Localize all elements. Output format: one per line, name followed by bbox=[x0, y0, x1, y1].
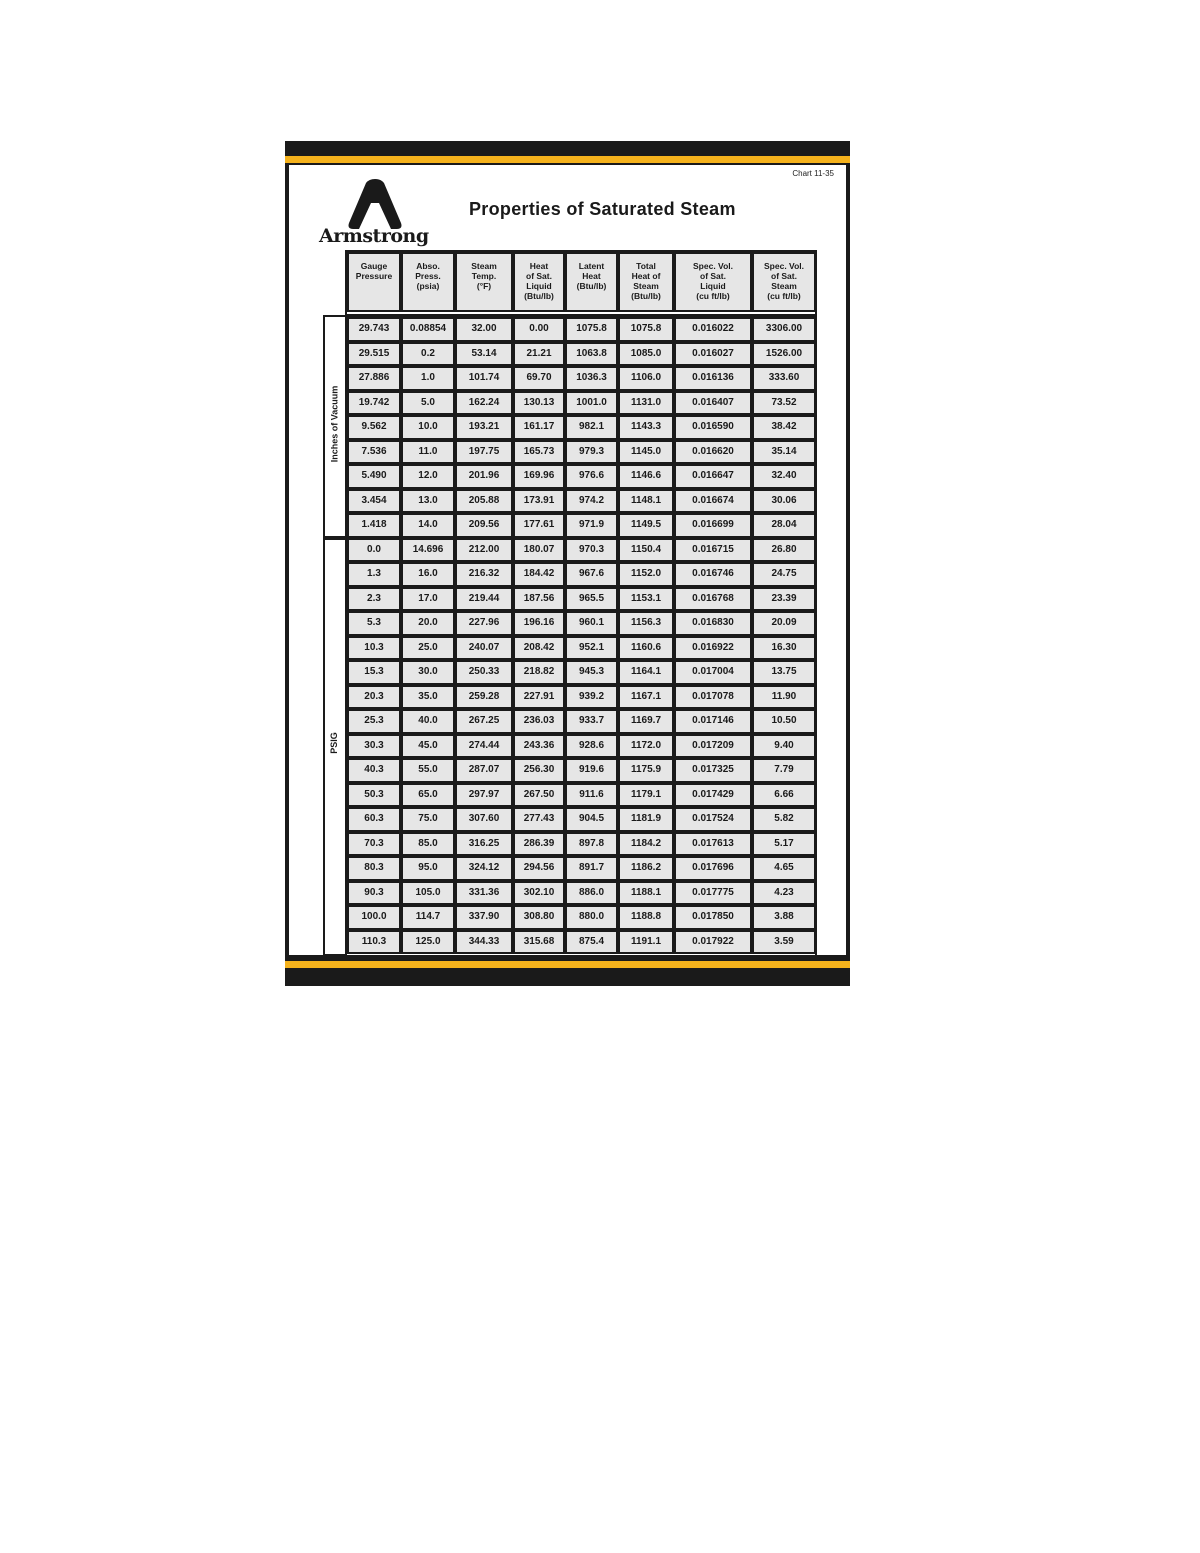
table-cell: 971.9 bbox=[565, 513, 618, 538]
table-cell: 0.017850 bbox=[674, 905, 752, 930]
table-cell: 30.3 bbox=[347, 734, 401, 759]
table-cell: 208.42 bbox=[513, 636, 565, 661]
table-row bbox=[347, 611, 816, 636]
table-cell: 20.0 bbox=[401, 611, 455, 636]
table-cell: 324.12 bbox=[455, 856, 513, 881]
table-cell: 26.80 bbox=[752, 538, 816, 563]
table-cell: 0.016699 bbox=[674, 513, 752, 538]
table-cell: 4.65 bbox=[752, 856, 816, 881]
table-cell: 29.743 bbox=[347, 317, 401, 342]
table-cell: 32.40 bbox=[752, 464, 816, 489]
column-header: Latent Heat (Btu/lb) bbox=[565, 252, 618, 312]
table-cell: 5.490 bbox=[347, 464, 401, 489]
table-cell: 331.36 bbox=[455, 881, 513, 906]
table-cell: 945.3 bbox=[565, 660, 618, 685]
table-cell: 114.7 bbox=[401, 905, 455, 930]
table-cell: 193.21 bbox=[455, 415, 513, 440]
table-body bbox=[347, 317, 816, 954]
table-cell: 45.0 bbox=[401, 734, 455, 759]
table-cell: 256.30 bbox=[513, 758, 565, 783]
logo-wordmark: Armstrong bbox=[319, 225, 429, 247]
table-cell: 904.5 bbox=[565, 807, 618, 832]
table-cell: 105.0 bbox=[401, 881, 455, 906]
bottom-accent-stripe bbox=[285, 961, 850, 968]
table-cell: 886.0 bbox=[565, 881, 618, 906]
table-cell: 32.00 bbox=[455, 317, 513, 342]
table-cell: 30.0 bbox=[401, 660, 455, 685]
table-cell: 197.75 bbox=[455, 440, 513, 465]
table-cell: 196.16 bbox=[513, 611, 565, 636]
table-cell: 212.00 bbox=[455, 538, 513, 563]
table-cell: 1156.3 bbox=[618, 611, 674, 636]
table-cell: 9.562 bbox=[347, 415, 401, 440]
table-cell: 970.3 bbox=[565, 538, 618, 563]
table-row bbox=[347, 415, 816, 440]
table-cell: 0.016674 bbox=[674, 489, 752, 514]
table-cell: 13.0 bbox=[401, 489, 455, 514]
table-row bbox=[347, 587, 816, 612]
table-cell: 1145.0 bbox=[618, 440, 674, 465]
table-row bbox=[347, 538, 816, 563]
table-cell: 65.0 bbox=[401, 783, 455, 808]
table-cell: 1175.9 bbox=[618, 758, 674, 783]
table-cell: 315.68 bbox=[513, 930, 565, 955]
table-cell: 897.8 bbox=[565, 832, 618, 857]
table-cell: 3306.00 bbox=[752, 317, 816, 342]
table-cell: 1085.0 bbox=[618, 342, 674, 367]
table-cell: 16.30 bbox=[752, 636, 816, 661]
table-cell: 5.3 bbox=[347, 611, 401, 636]
table-cell: 1160.6 bbox=[618, 636, 674, 661]
chart-number: Chart 11-35 bbox=[792, 169, 834, 178]
table-cell: 10.0 bbox=[401, 415, 455, 440]
table-cell: 0.016715 bbox=[674, 538, 752, 563]
table-cell: 40.0 bbox=[401, 709, 455, 734]
table-cell: 0.016022 bbox=[674, 317, 752, 342]
table-cell: 240.07 bbox=[455, 636, 513, 661]
table-cell: 1179.1 bbox=[618, 783, 674, 808]
table-cell: 25.3 bbox=[347, 709, 401, 734]
table-cell: 267.50 bbox=[513, 783, 565, 808]
table-cell: 0.016768 bbox=[674, 587, 752, 612]
table-cell: 933.7 bbox=[565, 709, 618, 734]
table-cell: 952.1 bbox=[565, 636, 618, 661]
table-cell: 880.0 bbox=[565, 905, 618, 930]
table-cell: 7.79 bbox=[752, 758, 816, 783]
table-row bbox=[347, 366, 816, 391]
table-cell: 5.82 bbox=[752, 807, 816, 832]
table-cell: 0.017775 bbox=[674, 881, 752, 906]
table-cell: 0.016027 bbox=[674, 342, 752, 367]
table-cell: 1526.00 bbox=[752, 342, 816, 367]
table-cell: 6.66 bbox=[752, 783, 816, 808]
table-cell: 1075.8 bbox=[618, 317, 674, 342]
table-cell: 19.742 bbox=[347, 391, 401, 416]
table-cell: 0.016830 bbox=[674, 611, 752, 636]
table-cell: 1191.1 bbox=[618, 930, 674, 955]
table-cell: 40.3 bbox=[347, 758, 401, 783]
table-cell: 1184.2 bbox=[618, 832, 674, 857]
table-cell: 101.74 bbox=[455, 366, 513, 391]
table-cell: 165.73 bbox=[513, 440, 565, 465]
table-cell: 24.75 bbox=[752, 562, 816, 587]
table-cell: 259.28 bbox=[455, 685, 513, 710]
table-cell: 0.017429 bbox=[674, 783, 752, 808]
table-cell: 69.70 bbox=[513, 366, 565, 391]
table-cell: 1106.0 bbox=[618, 366, 674, 391]
table-row bbox=[347, 856, 816, 881]
table-cell: 297.97 bbox=[455, 783, 513, 808]
table-cell: 267.25 bbox=[455, 709, 513, 734]
table-row bbox=[347, 734, 816, 759]
table-cell: 0.017613 bbox=[674, 832, 752, 857]
table-cell: 1186.2 bbox=[618, 856, 674, 881]
table-cell: 308.80 bbox=[513, 905, 565, 930]
table-cell: 911.6 bbox=[565, 783, 618, 808]
table-cell: 13.75 bbox=[752, 660, 816, 685]
table-cell: 891.7 bbox=[565, 856, 618, 881]
table-cell: 243.36 bbox=[513, 734, 565, 759]
table-cell: 205.88 bbox=[455, 489, 513, 514]
group-label: PSIG bbox=[328, 731, 339, 754]
table-cell: 1153.1 bbox=[618, 587, 674, 612]
table-cell: 38.42 bbox=[752, 415, 816, 440]
table-cell: 1152.0 bbox=[618, 562, 674, 587]
table-cell: 3.59 bbox=[752, 930, 816, 955]
table-cell: 23.39 bbox=[752, 587, 816, 612]
table-cell: 15.3 bbox=[347, 660, 401, 685]
table-cell: 0.016647 bbox=[674, 464, 752, 489]
table-cell: 250.33 bbox=[455, 660, 513, 685]
table-row bbox=[347, 709, 816, 734]
table-cell: 1.0 bbox=[401, 366, 455, 391]
table-cell: 53.14 bbox=[455, 342, 513, 367]
table-cell: 344.33 bbox=[455, 930, 513, 955]
table-cell: 287.07 bbox=[455, 758, 513, 783]
steam-chart-card bbox=[285, 141, 850, 986]
table-cell: 1172.0 bbox=[618, 734, 674, 759]
table-cell: 967.6 bbox=[565, 562, 618, 587]
table-cell: 277.43 bbox=[513, 807, 565, 832]
table-cell: 27.886 bbox=[347, 366, 401, 391]
table-cell: 10.50 bbox=[752, 709, 816, 734]
table-cell: 333.60 bbox=[752, 366, 816, 391]
table-cell: 4.23 bbox=[752, 881, 816, 906]
table-cell: 80.3 bbox=[347, 856, 401, 881]
table-cell: 979.3 bbox=[565, 440, 618, 465]
table-cell: 20.3 bbox=[347, 685, 401, 710]
table-cell: 17.0 bbox=[401, 587, 455, 612]
table-cell: 9.40 bbox=[752, 734, 816, 759]
table-cell: 5.17 bbox=[752, 832, 816, 857]
table-cell: 302.10 bbox=[513, 881, 565, 906]
table-row bbox=[347, 930, 816, 955]
table-cell: 928.6 bbox=[565, 734, 618, 759]
table-cell: 0.017524 bbox=[674, 807, 752, 832]
table-cell: 219.44 bbox=[455, 587, 513, 612]
table-row bbox=[347, 636, 816, 661]
table-cell: 939.2 bbox=[565, 685, 618, 710]
table-row bbox=[347, 758, 816, 783]
table-cell: 236.03 bbox=[513, 709, 565, 734]
table-cell: 14.0 bbox=[401, 513, 455, 538]
table-cell: 5.0 bbox=[401, 391, 455, 416]
table-row bbox=[347, 807, 816, 832]
table-cell: 16.0 bbox=[401, 562, 455, 587]
table-row bbox=[347, 464, 816, 489]
group-label: Inches of Vacuum bbox=[328, 385, 339, 463]
table-cell: 1146.6 bbox=[618, 464, 674, 489]
table-cell: 1001.0 bbox=[565, 391, 618, 416]
table-cell: 0.016620 bbox=[674, 440, 752, 465]
table-cell: 90.3 bbox=[347, 881, 401, 906]
table-cell: 274.44 bbox=[455, 734, 513, 759]
table-cell: 286.39 bbox=[513, 832, 565, 857]
table-cell: 976.6 bbox=[565, 464, 618, 489]
table-cell: 0.00 bbox=[513, 317, 565, 342]
table-cell: 0.017004 bbox=[674, 660, 752, 685]
column-header: Spec. Vol. of Sat. Liquid (cu ft/lb) bbox=[674, 252, 752, 312]
table-cell: 21.21 bbox=[513, 342, 565, 367]
table-cell: 12.0 bbox=[401, 464, 455, 489]
column-header: Spec. Vol. of Sat. Steam (cu ft/lb) bbox=[752, 252, 816, 312]
table-cell: 0.016746 bbox=[674, 562, 752, 587]
table-cell: 307.60 bbox=[455, 807, 513, 832]
table-cell: 130.13 bbox=[513, 391, 565, 416]
table-cell: 110.3 bbox=[347, 930, 401, 955]
table-cell: 0.017078 bbox=[674, 685, 752, 710]
table-cell: 75.0 bbox=[401, 807, 455, 832]
table-cell: 85.0 bbox=[401, 832, 455, 857]
table-cell: 919.6 bbox=[565, 758, 618, 783]
table-cell: 316.25 bbox=[455, 832, 513, 857]
table-cell: 227.96 bbox=[455, 611, 513, 636]
table-cell: 1169.7 bbox=[618, 709, 674, 734]
table-cell: 1148.1 bbox=[618, 489, 674, 514]
table-cell: 20.09 bbox=[752, 611, 816, 636]
table-cell: 0.016136 bbox=[674, 366, 752, 391]
table-row bbox=[347, 342, 816, 367]
table-cell: 227.91 bbox=[513, 685, 565, 710]
table-row bbox=[347, 881, 816, 906]
table-cell: 10.3 bbox=[347, 636, 401, 661]
table-cell: 55.0 bbox=[401, 758, 455, 783]
table-row bbox=[347, 513, 816, 538]
table-cell: 1167.1 bbox=[618, 685, 674, 710]
table-cell: 1063.8 bbox=[565, 342, 618, 367]
table-cell: 100.0 bbox=[347, 905, 401, 930]
table-cell: 974.2 bbox=[565, 489, 618, 514]
table-cell: 216.32 bbox=[455, 562, 513, 587]
table-cell: 3.454 bbox=[347, 489, 401, 514]
table-cell: 0.0 bbox=[347, 538, 401, 563]
table-cell: 70.3 bbox=[347, 832, 401, 857]
table-cell: 184.42 bbox=[513, 562, 565, 587]
column-header: Total Heat of Steam (Btu/lb) bbox=[618, 252, 674, 312]
table-cell: 0.016590 bbox=[674, 415, 752, 440]
table-cell: 337.90 bbox=[455, 905, 513, 930]
table-cell: 0.017146 bbox=[674, 709, 752, 734]
table-cell: 209.56 bbox=[455, 513, 513, 538]
table-row bbox=[347, 660, 816, 685]
page-title: Properties of Saturated Steam bbox=[469, 199, 736, 219]
table-cell: 218.82 bbox=[513, 660, 565, 685]
table-cell: 982.1 bbox=[565, 415, 618, 440]
table-cell: 30.06 bbox=[752, 489, 816, 514]
table-cell: 11.90 bbox=[752, 685, 816, 710]
table-row bbox=[347, 832, 816, 857]
table-cell: 29.515 bbox=[347, 342, 401, 367]
top-accent-stripe bbox=[285, 156, 850, 163]
table-cell: 1143.3 bbox=[618, 415, 674, 440]
table-cell: 95.0 bbox=[401, 856, 455, 881]
table-row bbox=[347, 685, 816, 710]
table-cell: 2.3 bbox=[347, 587, 401, 612]
column-header: Gauge Pressure bbox=[347, 252, 401, 312]
table-cell: 1181.9 bbox=[618, 807, 674, 832]
table-row bbox=[347, 783, 816, 808]
table-cell: 294.56 bbox=[513, 856, 565, 881]
table-cell: 1131.0 bbox=[618, 391, 674, 416]
table-cell: 50.3 bbox=[347, 783, 401, 808]
table-cell: 173.91 bbox=[513, 489, 565, 514]
table-cell: 14.696 bbox=[401, 538, 455, 563]
table-cell: 0.017325 bbox=[674, 758, 752, 783]
top-band bbox=[285, 141, 850, 155]
table-cell: 201.96 bbox=[455, 464, 513, 489]
table-cell: 162.24 bbox=[455, 391, 513, 416]
table-cell: 1188.1 bbox=[618, 881, 674, 906]
table-cell: 187.56 bbox=[513, 587, 565, 612]
table-cell: 125.0 bbox=[401, 930, 455, 955]
table-cell: 960.1 bbox=[565, 611, 618, 636]
table-cell: 1150.4 bbox=[618, 538, 674, 563]
table-cell: 0.08854 bbox=[401, 317, 455, 342]
table-cell: 169.96 bbox=[513, 464, 565, 489]
column-header: Steam Temp. (°F) bbox=[455, 252, 513, 312]
table-cell: 28.04 bbox=[752, 513, 816, 538]
table-row bbox=[347, 440, 816, 465]
chart-panel bbox=[289, 165, 846, 955]
table-cell: 0.017696 bbox=[674, 856, 752, 881]
table-row bbox=[347, 562, 816, 587]
table-cell: 25.0 bbox=[401, 636, 455, 661]
table-header-row bbox=[347, 252, 816, 312]
table-cell: 1.3 bbox=[347, 562, 401, 587]
table-cell: 161.17 bbox=[513, 415, 565, 440]
table-cell: 0.016407 bbox=[674, 391, 752, 416]
table-cell: 0.016922 bbox=[674, 636, 752, 661]
table-cell: 875.4 bbox=[565, 930, 618, 955]
table-cell: 73.52 bbox=[752, 391, 816, 416]
column-header: Heat of Sat. Liquid (Btu/lb) bbox=[513, 252, 565, 312]
table-cell: 1075.8 bbox=[565, 317, 618, 342]
table-cell: 1.418 bbox=[347, 513, 401, 538]
table-cell: 11.0 bbox=[401, 440, 455, 465]
table-cell: 3.88 bbox=[752, 905, 816, 930]
table-cell: 0.2 bbox=[401, 342, 455, 367]
table-cell: 180.07 bbox=[513, 538, 565, 563]
table-cell: 1164.1 bbox=[618, 660, 674, 685]
table-row bbox=[347, 905, 816, 930]
table-cell: 1149.5 bbox=[618, 513, 674, 538]
table-row bbox=[347, 317, 816, 342]
table-cell: 177.61 bbox=[513, 513, 565, 538]
table-cell: 0.017922 bbox=[674, 930, 752, 955]
table-cell: 35.14 bbox=[752, 440, 816, 465]
table-cell: 35.0 bbox=[401, 685, 455, 710]
table-cell: 1036.3 bbox=[565, 366, 618, 391]
table-row bbox=[347, 489, 816, 514]
table-cell: 60.3 bbox=[347, 807, 401, 832]
table-cell: 7.536 bbox=[347, 440, 401, 465]
table-row bbox=[347, 391, 816, 416]
column-header: Abso. Press. (psia) bbox=[401, 252, 455, 312]
table-cell: 965.5 bbox=[565, 587, 618, 612]
table-cell: 0.017209 bbox=[674, 734, 752, 759]
table-cell: 1188.8 bbox=[618, 905, 674, 930]
